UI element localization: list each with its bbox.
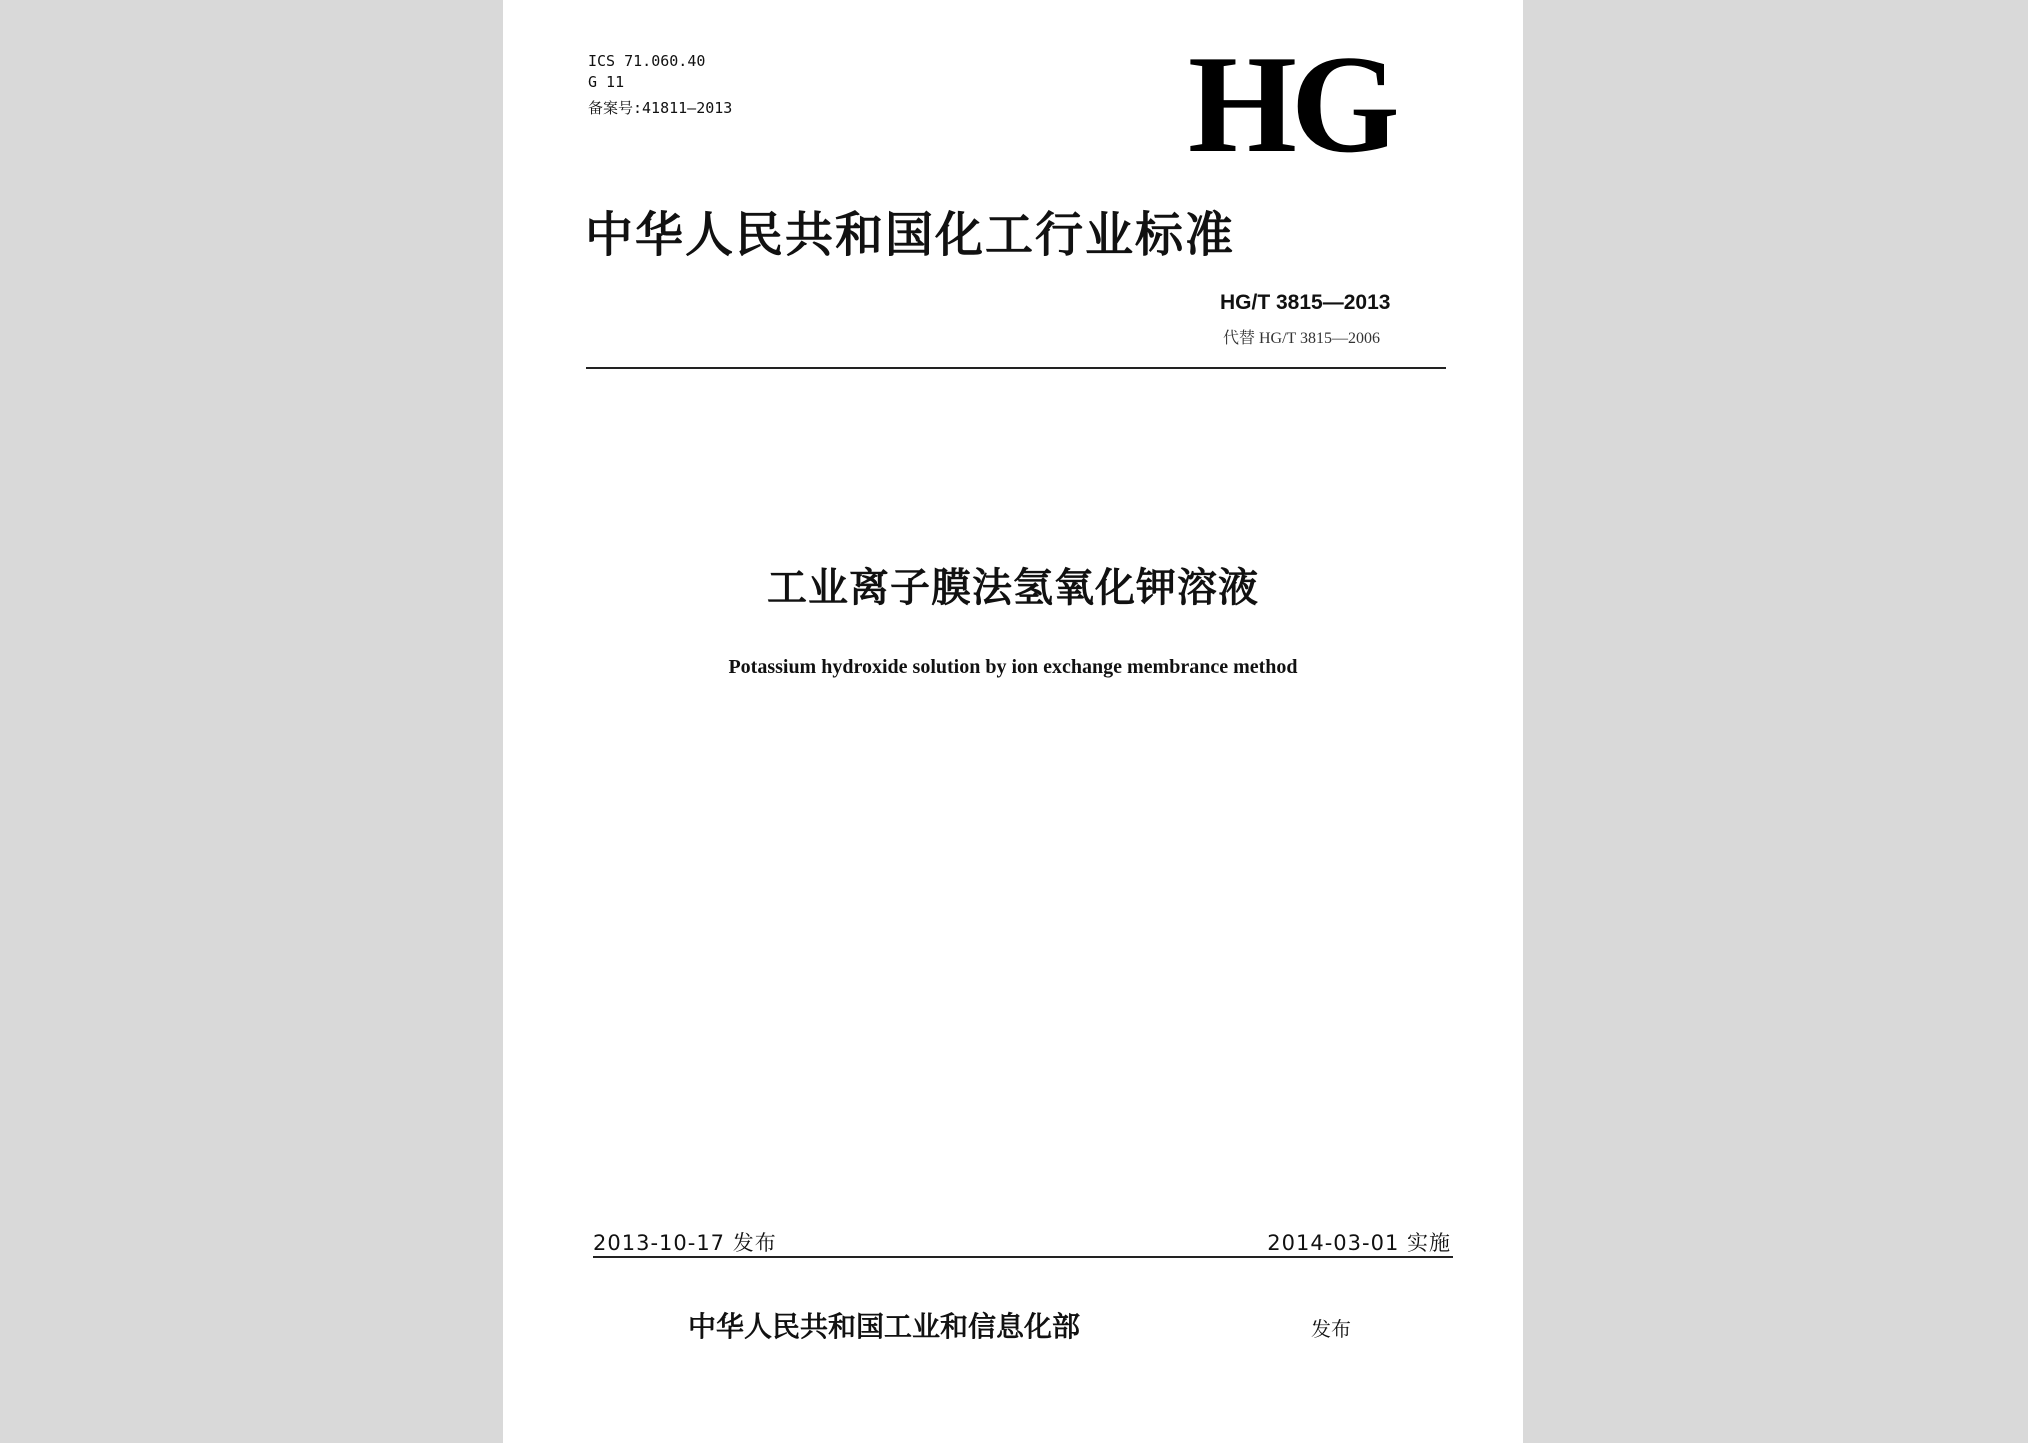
standard-category-title: 中华人民共和国化工行业标准: [585, 207, 1236, 263]
implementation-date: 2014-03-01 实施: [1267, 1231, 1451, 1255]
ics-code: ICS 71.060.40: [588, 52, 706, 70]
record-number: 备案号:41811—2013: [588, 99, 733, 117]
document-cover-page: [503, 0, 1523, 1443]
document-title-english: Potassium hydroxide solution by ion exchange membrance method: [728, 656, 1298, 678]
issue-date: 2013-10-17 发布: [593, 1231, 777, 1255]
header-divider: [586, 367, 1446, 369]
footer-divider: [593, 1256, 1453, 1258]
issuer-suffix: 发布: [1311, 1317, 1351, 1341]
document-title-chinese: 工业离子膜法氢氧化钾溶液: [767, 565, 1259, 611]
issuer-name: 中华人民共和国工业和信息化部: [688, 1310, 1081, 1343]
ccs-code: G 11: [588, 73, 625, 91]
replaces-standard: 代替 HG/T 3815—2006: [1223, 330, 1381, 347]
standard-number: HG/T 3815—2013: [1220, 291, 1391, 314]
hg-logo: HG: [1188, 27, 1394, 182]
